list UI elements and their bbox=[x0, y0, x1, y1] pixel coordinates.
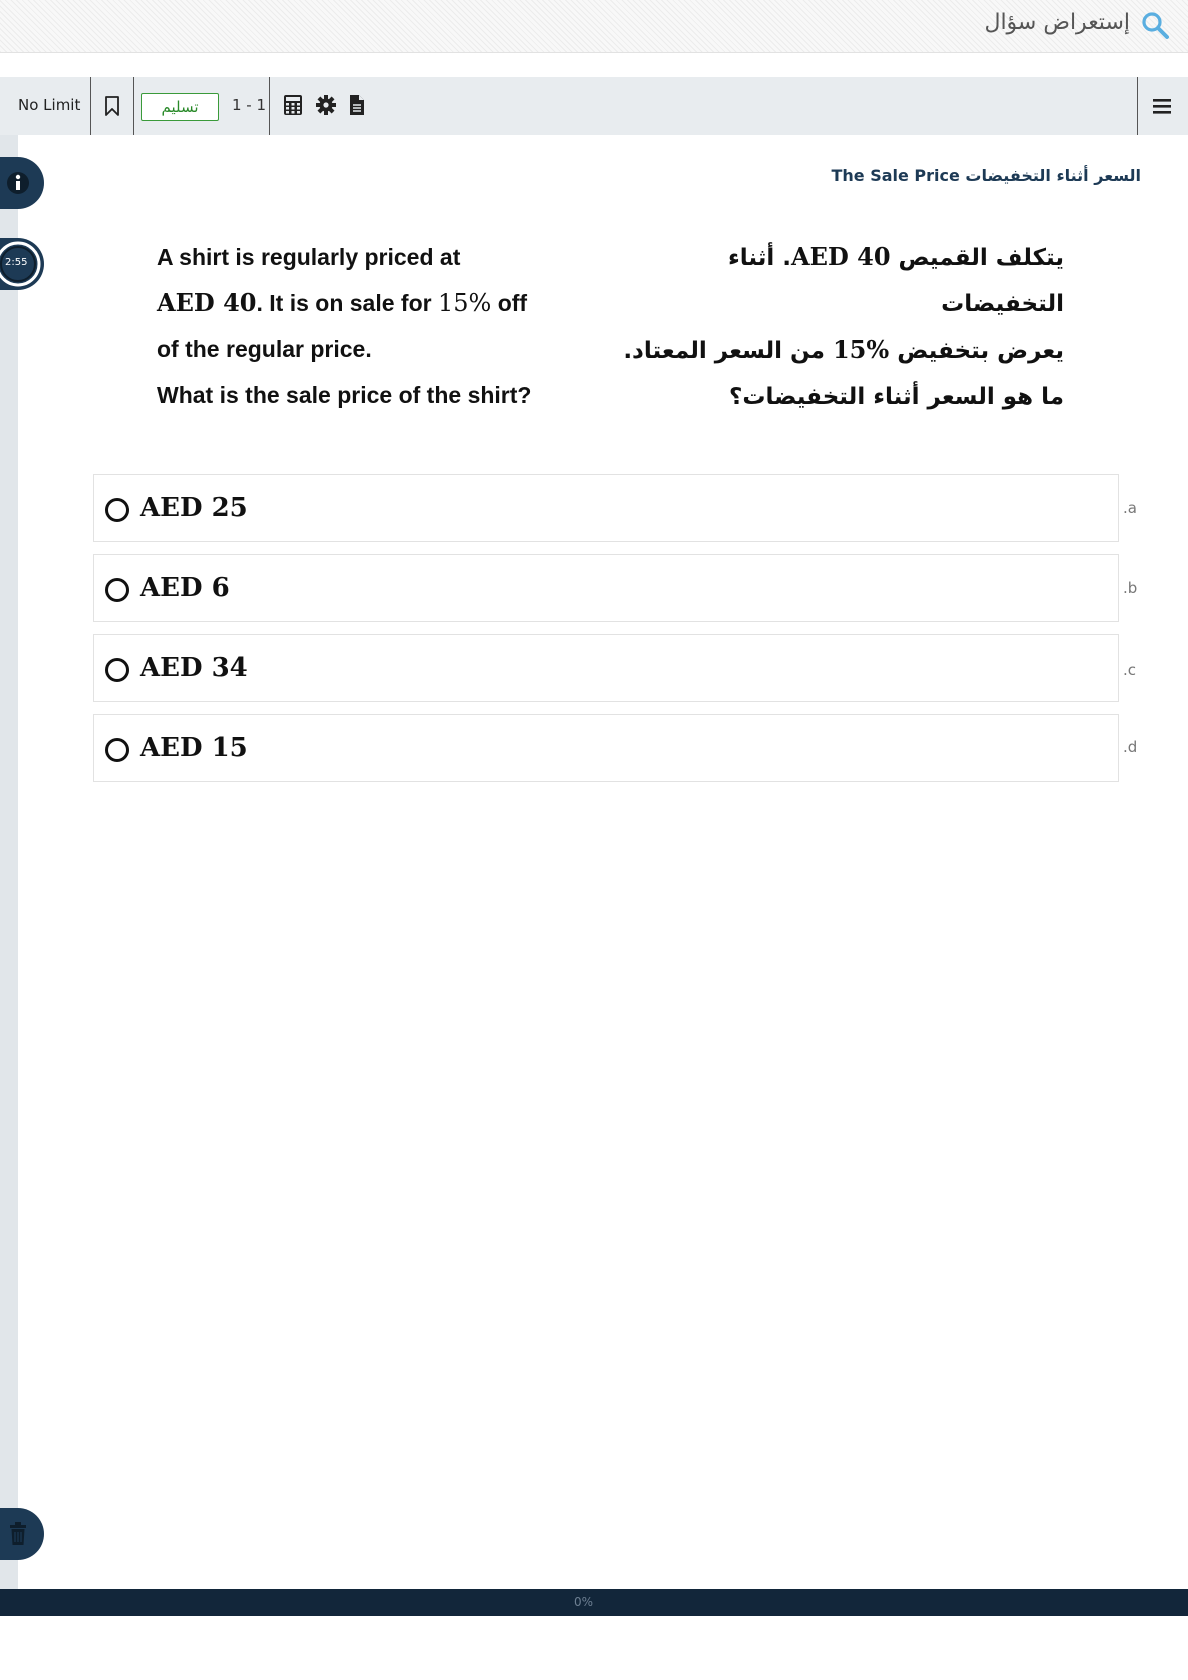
question-text-english bbox=[157, 234, 597, 418]
page-range: 1 - 1 bbox=[232, 96, 267, 114]
answer-choice-c[interactable] bbox=[93, 634, 1119, 702]
search-icon[interactable] bbox=[1140, 10, 1170, 40]
submit-button[interactable]: تسليم bbox=[141, 93, 219, 121]
question-breadcrumb: السعر أثناء التخفيضات The Sale Price bbox=[831, 166, 1141, 185]
question-line: of the regular price. bbox=[157, 336, 372, 362]
radio-button[interactable] bbox=[105, 578, 129, 602]
document-icon[interactable] bbox=[346, 94, 368, 116]
progress-bar bbox=[0, 1589, 1188, 1616]
choice-letter: .c bbox=[1123, 661, 1137, 679]
question-line: يعرض بتخفيض 15% من السعر المعتاد. bbox=[623, 335, 1064, 364]
question-line: A shirt is regularly priced at bbox=[157, 244, 461, 270]
choice-label: AED 25 bbox=[140, 493, 248, 523]
toolbar-divider bbox=[1137, 77, 1138, 135]
choice-letter: .b bbox=[1123, 579, 1138, 597]
question-line: AED 40. It is on sale for 15% off bbox=[157, 288, 528, 317]
time-limit-label: No Limit bbox=[18, 96, 81, 114]
trash-icon[interactable] bbox=[0, 1508, 44, 1560]
answer-choice-b[interactable] bbox=[93, 554, 1119, 622]
left-sidebar bbox=[0, 135, 18, 1590]
toolbar-divider bbox=[133, 77, 134, 135]
question-text-arabic bbox=[604, 234, 1064, 420]
answer-choice-a[interactable] bbox=[93, 474, 1119, 542]
toolbar-divider bbox=[90, 77, 91, 135]
toolbar-divider bbox=[269, 77, 270, 135]
calculator-icon[interactable] bbox=[282, 94, 304, 116]
menu-icon[interactable] bbox=[1150, 94, 1174, 118]
review-header bbox=[0, 0, 1188, 53]
page-title: إستعراض سؤال bbox=[984, 10, 1130, 35]
choice-letter: .d bbox=[1123, 738, 1138, 756]
question-line: يتكلف القميص AED 40. أثناء التخفيضات bbox=[727, 242, 1064, 317]
bookmark-icon[interactable] bbox=[103, 95, 121, 117]
info-icon[interactable] bbox=[0, 157, 44, 209]
countdown-timer bbox=[0, 236, 48, 292]
choice-letter: .a bbox=[1123, 499, 1137, 517]
radio-button[interactable] bbox=[105, 658, 129, 682]
choice-label: AED 15 bbox=[140, 733, 248, 763]
choice-label: AED 6 bbox=[140, 573, 230, 603]
answer-choice-d[interactable] bbox=[93, 714, 1119, 782]
progress-label: 0% bbox=[574, 1595, 594, 1609]
timer-value: 2:55 bbox=[5, 257, 28, 268]
choice-label: AED 34 bbox=[140, 653, 248, 683]
radio-button[interactable] bbox=[105, 498, 129, 522]
radio-button[interactable] bbox=[105, 738, 129, 762]
question-line: ما هو السعر أثناء التخفيضات؟ bbox=[729, 384, 1064, 410]
quiz-toolbar bbox=[0, 77, 1188, 135]
gear-icon[interactable] bbox=[315, 94, 337, 116]
question-line: What is the sale price of the shirt? bbox=[157, 382, 532, 408]
